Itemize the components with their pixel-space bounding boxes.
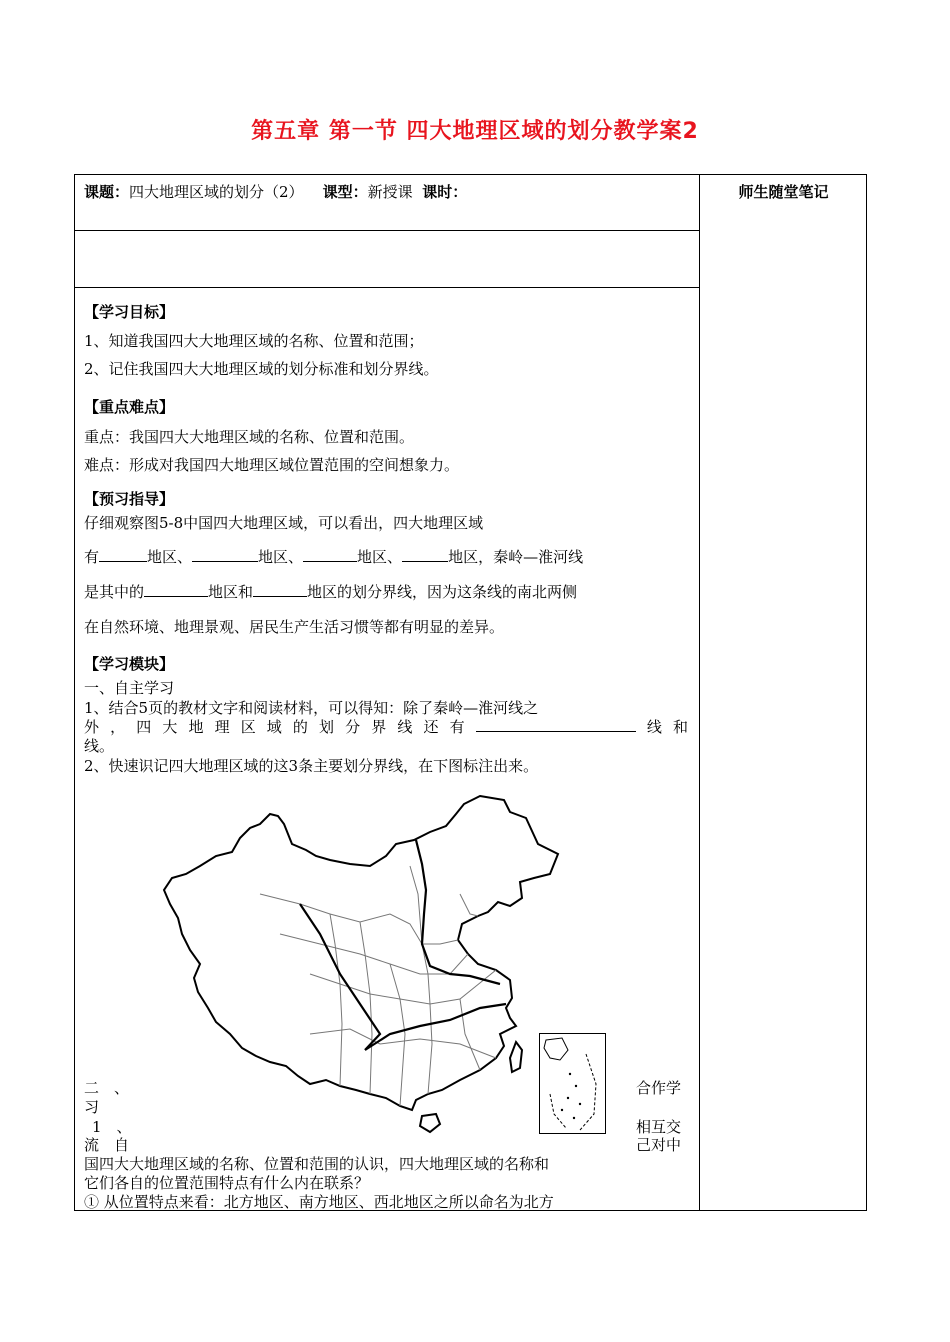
row-divider-1	[74, 230, 700, 231]
coop-line: ① 从位置特点来看：北方地区、南方地区、西北地区之所以命名为北方	[84, 1193, 554, 1211]
coop-line: 它们各自的位置范围特点有什么内在联系？	[84, 1174, 370, 1192]
notes-column-divider	[699, 174, 700, 1211]
preview-heading: 【预习指导】	[84, 490, 175, 508]
difficulty-text: 难点：形成对我国四大地理区域位置范围的空间想象力。	[84, 456, 460, 474]
row-divider-2	[74, 287, 700, 288]
fill-blank[interactable]	[253, 581, 307, 597]
coop-fragment: 流 自	[84, 1136, 130, 1154]
key-points-heading: 【重点难点】	[84, 398, 175, 416]
objectives-heading: 【学习目标】	[84, 303, 175, 321]
coop-fragment: 合作学	[636, 1079, 682, 1097]
question-line: 2、快速识记四大地理区域的这3条主要划分界线，在下图标注出来。	[84, 757, 539, 775]
fill-blank[interactable]	[402, 546, 448, 562]
objective-item: 2、记住我国四大大地理区域的划分标准和划分界线。	[84, 360, 439, 378]
question-line: 外，四大地理区域的划分界线还有 线和	[84, 718, 688, 736]
type-value: 新授课	[367, 183, 413, 201]
coop-fragment: 1 、	[92, 1118, 132, 1136]
coop-fragment: 己对中	[636, 1136, 682, 1154]
module-heading: 【学习模块】	[84, 655, 175, 673]
question-line: 1、结合5页的教材文字和阅读材料，可以得知：除了秦岭—淮河线之	[84, 699, 539, 717]
south-china-sea-inset	[539, 1033, 606, 1134]
question-line: 线。	[84, 737, 115, 755]
coop-fragment: 二 、	[84, 1079, 130, 1097]
preview-line: 有 地区、 地区、 地区、 地区，秦岭—淮河线	[84, 548, 584, 566]
fill-blank[interactable]	[192, 546, 258, 562]
coop-fragment: 相互交	[636, 1118, 682, 1136]
coop-fragment: 习	[84, 1098, 100, 1116]
fill-blank[interactable]	[303, 546, 357, 562]
page-title: 第五章 第一节 四大地理区域的划分教学案2	[251, 119, 699, 144]
objective-item: 1、知道我国四大大地理区域的名称、位置和范围；	[84, 332, 424, 350]
fill-blank[interactable]	[144, 581, 208, 597]
coop-line: 国四大大地理区域的名称、位置和范围的认识，四大地理区域的名称和	[84, 1155, 550, 1173]
type-label: 课型：	[322, 183, 368, 201]
lesson-info-row	[84, 181, 467, 202]
preview-line: 仔细观察图5-8中国四大地理区域，可以看出，四大地理区域	[84, 514, 484, 532]
fill-blank[interactable]	[99, 546, 147, 562]
period-label: 课时：	[422, 183, 468, 201]
topic-value: 四大地理区域的划分（2）	[129, 183, 304, 201]
self-study-heading: 一、自主学习	[84, 679, 175, 697]
preview-line: 在自然环境、地理景观、居民生产生活习惯等都有明显的差异。	[84, 618, 505, 636]
preview-line: 是其中的 地区和 地区的划分界线，因为这条线的南北两侧	[84, 583, 578, 601]
focus-text: 重点：我国四大大地理区域的名称、位置和范围。	[84, 428, 415, 446]
notes-column-header: 师生随堂笔记	[738, 183, 829, 201]
fill-blank[interactable]	[476, 716, 636, 732]
topic-label: 课题：	[84, 183, 130, 201]
